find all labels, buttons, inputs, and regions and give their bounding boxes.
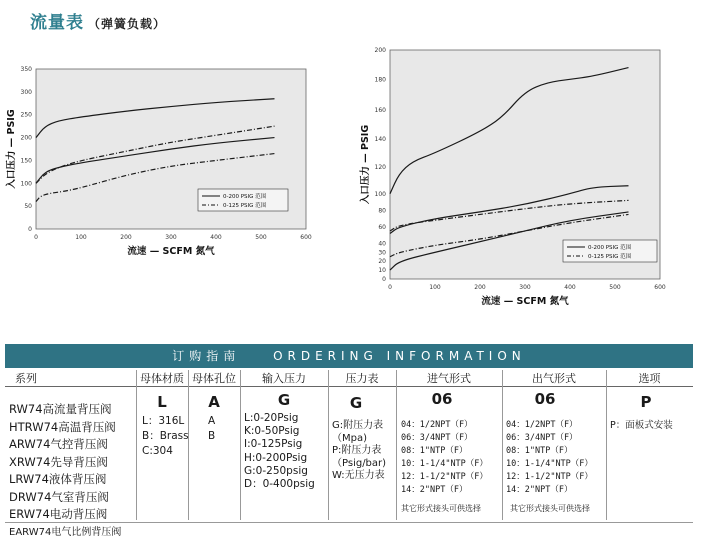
gauge-option: （Mpa) bbox=[332, 432, 368, 444]
x-tick-label: 300 bbox=[165, 234, 177, 241]
x-tick-label: 500 bbox=[255, 234, 267, 241]
y-tick-label: 200 bbox=[20, 134, 32, 142]
legend-entry: 0-200 PSIG 范围 bbox=[588, 245, 632, 251]
y-tick-label: 180 bbox=[374, 76, 386, 84]
x-tick-label: 600 bbox=[654, 284, 666, 291]
inlet-option: 08：1"NTP（F） bbox=[401, 446, 468, 456]
title-text: 流量表 bbox=[30, 13, 84, 33]
outlet-option: 14：2"NPT（F） bbox=[506, 485, 573, 495]
x-axis-label: 流速 — SCFM 氮气 bbox=[127, 246, 215, 257]
page-title bbox=[30, 8, 166, 33]
y-tick-label: 20 bbox=[378, 258, 386, 266]
x-axis-label: 流速 — SCFM 氮气 bbox=[481, 296, 569, 307]
header-0: 系列 bbox=[15, 372, 37, 385]
y-tick-label: 40 bbox=[378, 240, 386, 248]
legend-entry: 0-125 PSIG 范围 bbox=[223, 203, 267, 209]
outlet-option: 10：1-1/4"NTP（F） bbox=[506, 459, 593, 469]
y-tick-label: 80 bbox=[378, 207, 386, 215]
outlet-option: 04：1/2NPT（F） bbox=[506, 420, 578, 430]
inlet-note: 其它形式接头可供选择 bbox=[401, 504, 481, 513]
material-option: L：316L bbox=[142, 415, 185, 427]
x-tick-label: 0 bbox=[34, 234, 38, 241]
x-tick-label: 0 bbox=[388, 284, 392, 291]
x-tick-label: 400 bbox=[564, 284, 576, 291]
pressure-option: L:0-20Psig bbox=[244, 412, 299, 424]
port-options bbox=[208, 414, 215, 444]
y-tick-label: 0 bbox=[382, 276, 386, 283]
outlet-note: 其它形式接头可供选择 bbox=[510, 504, 590, 513]
inlet-option: 12：1-1/2"NTP（F） bbox=[401, 472, 488, 482]
option-item: P：面板式安装 bbox=[610, 420, 673, 431]
series-item: DRW74气室背压阀 bbox=[9, 489, 109, 504]
header-4: 压力表 bbox=[345, 372, 379, 385]
y-tick-label: 350 bbox=[20, 66, 32, 73]
chart-right-svg bbox=[355, 42, 685, 320]
y-tick-label: 150 bbox=[20, 157, 32, 165]
y-tick-label: 100 bbox=[20, 180, 32, 188]
legend-entry: 0-200 PSIG 范围 bbox=[223, 194, 267, 200]
outlet-code: 06 bbox=[534, 390, 556, 408]
y-tick-label: 160 bbox=[374, 106, 386, 114]
header-7: 选项 bbox=[638, 372, 661, 385]
outlet-option: 06：3/4NPT（F） bbox=[506, 433, 578, 443]
header-divider bbox=[5, 386, 693, 387]
y-tick-label: 60 bbox=[378, 223, 386, 231]
outlet-options bbox=[506, 419, 593, 497]
gauge-option: （Psig/bar) bbox=[332, 457, 387, 469]
title-subtitle: （弹簧负载） bbox=[88, 17, 167, 31]
y-tick-label: 30 bbox=[378, 249, 386, 257]
y-tick-label: 0 bbox=[28, 226, 32, 233]
y-axis-label: 入口压力 — PSIG bbox=[6, 109, 17, 189]
y-tick-label: 140 bbox=[374, 136, 386, 144]
inlet-code: 06 bbox=[431, 390, 453, 408]
x-tick-label: 500 bbox=[609, 284, 621, 291]
x-tick-label: 100 bbox=[75, 234, 87, 241]
flow-chart-left bbox=[0, 60, 320, 260]
inlet-option: 06：3/4NPT（F） bbox=[401, 433, 473, 443]
outlet-option: 12：1-1/2"NTP（F） bbox=[506, 472, 593, 482]
chart-left-svg bbox=[0, 60, 320, 260]
series-item: ERW74电动背压阀 bbox=[9, 507, 108, 521]
series-item: RW74高流量背压阀 bbox=[9, 402, 112, 416]
gauge-options bbox=[332, 420, 386, 483]
gauge-option: P:附压力表 bbox=[332, 445, 382, 456]
material-option: C:304 bbox=[142, 445, 173, 457]
material-code: L bbox=[157, 393, 167, 411]
header-1: 母体材质 bbox=[140, 372, 184, 385]
pressure-code: G bbox=[277, 391, 291, 409]
flow-chart-right bbox=[355, 42, 685, 320]
option-code: P bbox=[640, 393, 652, 411]
y-tick-label: 100 bbox=[374, 190, 386, 198]
x-tick-label: 200 bbox=[120, 234, 132, 241]
x-tick-label: 600 bbox=[300, 234, 312, 241]
pressure-option: K:0-50Psig bbox=[244, 425, 300, 438]
header-2: 母体孔位 bbox=[192, 372, 236, 385]
option-list bbox=[610, 418, 673, 433]
port-option: A bbox=[208, 415, 216, 427]
series-list bbox=[9, 401, 121, 541]
inlet-option: 04：1/2NPT（F） bbox=[401, 420, 473, 430]
ordering-bar-cn: 订购指南 bbox=[172, 349, 241, 363]
outlet-option: 08：1"NTP（F） bbox=[506, 446, 573, 456]
series-item: HTRW74高温背压阀 bbox=[9, 419, 116, 434]
gauge-code: G bbox=[349, 394, 363, 412]
y-tick-label: 120 bbox=[374, 164, 386, 172]
x-tick-label: 100 bbox=[429, 284, 441, 291]
header-5: 进气形式 bbox=[427, 372, 471, 385]
series-item: ARW74气控背压阀 bbox=[9, 437, 108, 451]
legend-entry: 0-125 PSIG 范围 bbox=[588, 254, 632, 260]
y-tick-label: 50 bbox=[24, 203, 32, 211]
ordering-bar-en: ORDERING INFORMATION bbox=[273, 349, 526, 363]
y-tick-label: 300 bbox=[20, 88, 32, 96]
x-tick-label: 300 bbox=[519, 284, 531, 291]
gauge-option: W:无压力表 bbox=[332, 470, 385, 481]
series-item: EARW74电气比例背压阀 bbox=[9, 526, 122, 538]
inlet-option: 10：1-1/4"NTP（F） bbox=[401, 459, 488, 469]
col-divider-4 bbox=[328, 370, 329, 520]
pressure-options bbox=[244, 412, 315, 491]
pressure-option: H:0-200Psig bbox=[244, 451, 308, 464]
pressure-option: G:0-250psig bbox=[244, 464, 308, 477]
x-tick-label: 200 bbox=[474, 284, 486, 291]
x-tick-label: 400 bbox=[210, 234, 222, 241]
header-3: 输入压力 bbox=[262, 372, 306, 385]
y-tick-label: 10 bbox=[378, 267, 386, 275]
y-axis-label: 入口压力 — PSIG bbox=[360, 124, 371, 205]
material-options bbox=[142, 414, 189, 459]
port-option: B bbox=[208, 430, 216, 442]
port-code: A bbox=[208, 393, 220, 411]
series-item: XRW74先导背压阀 bbox=[9, 454, 108, 469]
pressure-option: D：0-400psig bbox=[244, 478, 315, 491]
inlet-options bbox=[401, 419, 488, 497]
ordering-bar bbox=[5, 344, 693, 368]
header-6: 出气形式 bbox=[532, 372, 576, 385]
pressure-option: I:0-125Psig bbox=[244, 438, 303, 451]
material-option: B：Brass bbox=[142, 430, 189, 442]
inlet-option: 14：2"NPT（F） bbox=[401, 485, 468, 495]
series-item: LRW74液体背压阀 bbox=[9, 472, 107, 486]
gauge-option: G:附压力表 bbox=[332, 420, 384, 431]
y-tick-label: 250 bbox=[20, 111, 32, 119]
y-tick-label: 200 bbox=[374, 47, 386, 54]
